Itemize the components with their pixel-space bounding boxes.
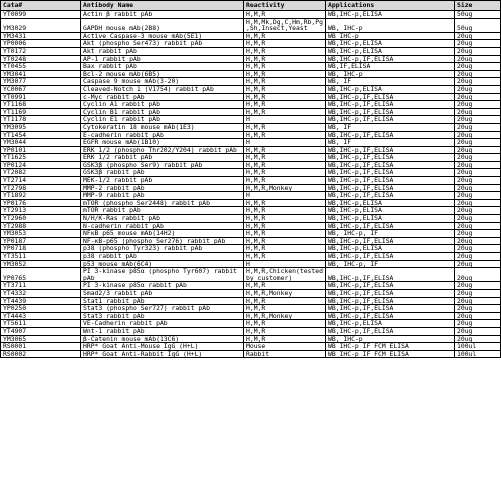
cell-reactivity: H,M,R bbox=[244, 93, 326, 101]
header-row bbox=[1, 1, 501, 11]
cell-cata: YT1454 bbox=[1, 131, 81, 139]
cell-applications: WB IHC-p IF FCM ELISA bbox=[326, 343, 455, 351]
cell-size: 20ug bbox=[455, 123, 501, 131]
cell-cata: YM3029 bbox=[1, 18, 81, 32]
cell-antibody-name: AP-1 rabbit pAb bbox=[81, 55, 244, 63]
cell-applications: WB,IHC-p,IF,ELISA bbox=[326, 312, 455, 320]
cell-applications: WB,IHC-p,ELISA bbox=[326, 207, 455, 215]
table-row bbox=[1, 108, 501, 116]
table-row bbox=[1, 327, 501, 335]
cell-antibody-name: Cyclin A1 rabbit pAb bbox=[81, 101, 244, 109]
cell-cata: YM3065 bbox=[1, 335, 81, 343]
cell-reactivity: H,M,R bbox=[244, 230, 326, 238]
cell-cata: YT5611 bbox=[1, 320, 81, 328]
cell-cata: YT0172 bbox=[1, 47, 81, 55]
cell-size: 20ug bbox=[455, 55, 501, 63]
table-body bbox=[1, 11, 501, 358]
cell-antibody-name: Wnt-1 rabbit pAb bbox=[81, 327, 244, 335]
cell-size: 20ug bbox=[455, 177, 501, 185]
cell-applications: WB,IHC-p,IF,ELISA bbox=[326, 177, 455, 185]
cell-cata: YT0099 bbox=[1, 11, 81, 19]
cell-antibody-name: Akt rabbit pAb bbox=[81, 47, 244, 55]
cell-size: 20ug bbox=[455, 268, 501, 282]
cell-reactivity: H bbox=[244, 139, 326, 147]
cell-reactivity: H,M,R bbox=[244, 32, 326, 40]
cell-reactivity: H,M,R bbox=[244, 146, 326, 154]
cell-reactivity: H,M,R bbox=[244, 63, 326, 71]
table-row bbox=[1, 289, 501, 297]
cell-applications: WB, IF bbox=[326, 123, 455, 131]
cell-applications: WB,IHC-p,IF,ELISA bbox=[326, 169, 455, 177]
cell-antibody-name: MMP-2 rabbit pAb bbox=[81, 184, 244, 192]
cell-applications: WB,IHC-p,ELISA bbox=[326, 47, 455, 55]
cell-reactivity: H,M,R bbox=[244, 222, 326, 230]
cell-size: 20ug bbox=[455, 327, 501, 335]
cell-antibody-name: Bax rabbit pAb bbox=[81, 63, 244, 71]
cell-reactivity: H,M,R bbox=[244, 305, 326, 313]
cell-reactivity: H,M,R bbox=[244, 101, 326, 109]
cell-applications: WB, IHC-p bbox=[326, 18, 455, 32]
cell-size: 20ug bbox=[455, 230, 501, 238]
cell-antibody-name: PI 3-kinase p85α rabbit pAb bbox=[81, 282, 244, 290]
cell-reactivity: H,M,R bbox=[244, 177, 326, 185]
cell-applications: WB,IHC-p,ELISA bbox=[326, 215, 455, 223]
cell-antibody-name: Cleaved-Notch 1 (V1754) rabbit pAb bbox=[81, 85, 244, 93]
cell-reactivity: Mouse bbox=[244, 343, 326, 351]
cell-size: 20ug bbox=[455, 85, 501, 93]
cell-antibody-name: Stat3 (phospho Ser727) rabbit pAb bbox=[81, 305, 244, 313]
cell-applications: WB,IHC-p,IF,ELISA bbox=[326, 237, 455, 245]
cell-reactivity: H,M,R bbox=[244, 131, 326, 139]
cell-applications: WB,IHC-p,IF,ELISA bbox=[326, 192, 455, 200]
cell-applications: WB,IHC-p,IF,ELISA bbox=[326, 297, 455, 305]
header-size: Size bbox=[455, 1, 501, 11]
cell-size: 20ug bbox=[455, 116, 501, 124]
cell-applications: WB,IHC-p,ELISA bbox=[326, 85, 455, 93]
cell-reactivity: H,M,R bbox=[244, 199, 326, 207]
cell-antibody-name: GSK3β (phospho Ser9) rabbit pAb bbox=[81, 161, 244, 169]
cell-cata: YT0248 bbox=[1, 55, 81, 63]
cell-applications: WB,IF,ELISA bbox=[326, 63, 455, 71]
cell-size: 20ug bbox=[455, 312, 501, 320]
cell-antibody-name: p53 mouse mAb(6C4) bbox=[81, 260, 244, 268]
cell-cata: YM3077 bbox=[1, 78, 81, 86]
cell-size: 20ug bbox=[455, 47, 501, 55]
cell-cata: YT2988 bbox=[1, 222, 81, 230]
cell-cata: YP0124 bbox=[1, 161, 81, 169]
cell-reactivity: H,M,R,Monkey bbox=[244, 289, 326, 297]
cell-reactivity: H,M,R bbox=[244, 215, 326, 223]
cell-size: 100ul bbox=[455, 343, 501, 351]
cell-reactivity: H,M,R bbox=[244, 154, 326, 162]
table-row bbox=[1, 215, 501, 223]
cell-antibody-name: MMP-9 rabbit pAb bbox=[81, 192, 244, 200]
cell-size: 20ug bbox=[455, 108, 501, 116]
cell-antibody-name: N-cadherin rabbit pAb bbox=[81, 222, 244, 230]
cell-antibody-name: ERK 1/2 (phospho Thr202/Y204) rabbit pAb bbox=[81, 146, 244, 154]
cell-cata: YT0455 bbox=[1, 63, 81, 71]
cell-antibody-name: NFκB p65 mouse mAb(14H2) bbox=[81, 230, 244, 238]
table-row bbox=[1, 123, 501, 131]
cell-cata: YT4443 bbox=[1, 312, 81, 320]
cell-cata: YT1892 bbox=[1, 192, 81, 200]
cell-antibody-name: Caspase 9 mouse mAb(3-20) bbox=[81, 78, 244, 86]
cell-reactivity: H,M,R,Monkey bbox=[244, 184, 326, 192]
cell-cata: YT2960 bbox=[1, 215, 81, 223]
cell-applications: WB,IHC-p,IF,ELISA bbox=[326, 289, 455, 297]
cell-reactivity: H,M,R bbox=[244, 282, 326, 290]
cell-antibody-name: VE-Cadherin rabbit pAb bbox=[81, 320, 244, 328]
cell-cata: RS0002 bbox=[1, 350, 81, 358]
table-row bbox=[1, 253, 501, 261]
cell-size: 20ug bbox=[455, 131, 501, 139]
cell-cata: YT4907 bbox=[1, 327, 81, 335]
table-row bbox=[1, 85, 501, 93]
cell-reactivity: H,M,R bbox=[244, 327, 326, 335]
cell-applications: WB,IHC-p,ELISA bbox=[326, 40, 455, 48]
cell-cata: YT0991 bbox=[1, 93, 81, 101]
cell-antibody-name: MEK-1/2 rabbit pAb bbox=[81, 177, 244, 185]
cell-size: 50ug bbox=[455, 18, 501, 32]
cell-size: 20ug bbox=[455, 260, 501, 268]
cell-reactivity: H,M,R,Chicken(tested by customer) bbox=[244, 268, 326, 282]
cell-size: 20ug bbox=[455, 146, 501, 154]
cell-cata: YT2913 bbox=[1, 207, 81, 215]
cell-size: 20ug bbox=[455, 101, 501, 109]
cell-size: 20ug bbox=[455, 154, 501, 162]
cell-antibody-name: HRP* Goat Anti-Mouse IgG (H+L) bbox=[81, 343, 244, 351]
header-reactivity: Reactivity bbox=[244, 1, 326, 11]
cell-applications: WB, IF bbox=[326, 139, 455, 147]
cell-antibody-name: E-cadherin rabbit pAb bbox=[81, 131, 244, 139]
cell-antibody-name: Cyclin E1 rabbit pAb bbox=[81, 116, 244, 124]
cell-antibody-name: mTOR rabbit pAb bbox=[81, 207, 244, 215]
cell-size: 20ug bbox=[455, 207, 501, 215]
cell-size: 20ug bbox=[455, 253, 501, 261]
cell-reactivity: H,M,R bbox=[244, 161, 326, 169]
cell-reactivity: H,M,R bbox=[244, 11, 326, 19]
cell-cata: YP0006 bbox=[1, 40, 81, 48]
cell-cata: YM3041 bbox=[1, 70, 81, 78]
cell-reactivity: H,M,R,Monkey bbox=[244, 312, 326, 320]
cell-antibody-name: PI 3-kinase p85α (phospho Tyr607) rabbit pAb bbox=[81, 268, 244, 282]
cell-applications: WB,IHC-p,IF,ELISA bbox=[326, 154, 455, 162]
table-row bbox=[1, 350, 501, 358]
cell-antibody-name: Bcl-2 mouse mAb(6B5) bbox=[81, 70, 244, 78]
cell-size: 20ug bbox=[455, 297, 501, 305]
cell-cata: YM3431 bbox=[1, 32, 81, 40]
header-cata: Cata# bbox=[1, 1, 81, 11]
cell-applications: WB,IHC-p,IF,ELISA bbox=[326, 131, 455, 139]
cell-applications: WB,IHC-p,ELISA bbox=[326, 199, 455, 207]
cell-size: 100ul bbox=[455, 350, 501, 358]
cell-cata: YM3053 bbox=[1, 230, 81, 238]
cell-cata: YM3095 bbox=[1, 123, 81, 131]
header-antibody-name: Antibody Name bbox=[81, 1, 244, 11]
cell-reactivity: H,M,R bbox=[244, 237, 326, 245]
cell-antibody-name: ERK 1/2 rabbit pAb bbox=[81, 154, 244, 162]
cell-cata: RS0001 bbox=[1, 343, 81, 351]
cell-reactivity: H,M,R bbox=[244, 297, 326, 305]
cell-size: 20ug bbox=[455, 335, 501, 343]
cell-cata: YT1178 bbox=[1, 116, 81, 124]
cell-size: 20ug bbox=[455, 139, 501, 147]
table-row bbox=[1, 268, 501, 282]
cell-antibody-name: Akt (phospho Ser473) rabbit pAb bbox=[81, 40, 244, 48]
cell-applications: WB,IHC-p,IF,ELISA bbox=[326, 222, 455, 230]
cell-cata: YT1625 bbox=[1, 154, 81, 162]
cell-antibody-name: NF-κB-p65 (phospho Ser276) rabbit pAb bbox=[81, 237, 244, 245]
cell-cata: YT3511 bbox=[1, 253, 81, 261]
cell-applications: WB, IHC-p bbox=[326, 70, 455, 78]
cell-size: 20ug bbox=[455, 40, 501, 48]
cell-size: 20ug bbox=[455, 237, 501, 245]
cell-antibody-name: Actin β rabbit pAb bbox=[81, 11, 244, 19]
cell-reactivity: H,M,R bbox=[244, 70, 326, 78]
cell-applications: WB,IHC-p,IF,ELISA bbox=[326, 116, 455, 124]
cell-size: 20ug bbox=[455, 215, 501, 223]
cell-size: 20ug bbox=[455, 169, 501, 177]
cell-size: 20ug bbox=[455, 93, 501, 101]
cell-reactivity: H,M,R bbox=[244, 253, 326, 261]
cell-cata: YT1168 bbox=[1, 101, 81, 109]
cell-size: 20ug bbox=[455, 245, 501, 253]
cell-antibody-name: N/H/K-Ras rabbit pAb bbox=[81, 215, 244, 223]
cell-reactivity: Rabbit bbox=[244, 350, 326, 358]
cell-reactivity: H,M,R bbox=[244, 335, 326, 343]
cell-antibody-name: mTOR (phospho Ser2448) rabbit pAb bbox=[81, 199, 244, 207]
cell-reactivity: H,M,R bbox=[244, 245, 326, 253]
cell-antibody-name: p38 rabbit pAb bbox=[81, 253, 244, 261]
cell-cata: YM3052 bbox=[1, 260, 81, 268]
cell-reactivity: H bbox=[244, 260, 326, 268]
cell-size: 20ug bbox=[455, 282, 501, 290]
cell-applications: WB IHC-p IF FCM ELISA bbox=[326, 350, 455, 358]
cell-reactivity: H,M,R bbox=[244, 207, 326, 215]
table-row bbox=[1, 11, 501, 19]
cell-antibody-name: p38 (phospho Tyr323) rabbit pAb bbox=[81, 245, 244, 253]
cell-reactivity: H,M,Mk,Dg,C,Hm,Rb,Pg,Sh,Insect,Yeast bbox=[244, 18, 326, 32]
cell-reactivity: H,M,R bbox=[244, 55, 326, 63]
cell-size: 20ug bbox=[455, 199, 501, 207]
cell-antibody-name: EGFR mouse mAb(1B10) bbox=[81, 139, 244, 147]
cell-applications: WB,IHC-p,IF,ELISA bbox=[326, 146, 455, 154]
cell-antibody-name: Smad2/3 rabbit pAb bbox=[81, 289, 244, 297]
table-row bbox=[1, 184, 501, 192]
cell-size: 20ug bbox=[455, 32, 501, 40]
cell-reactivity: H,M,R bbox=[244, 40, 326, 48]
cell-reactivity: H,M,R bbox=[244, 47, 326, 55]
cell-cata: YP0176 bbox=[1, 199, 81, 207]
cell-applications: WB,IHC-p,IF,ELISA bbox=[326, 184, 455, 192]
cell-size: 20ug bbox=[455, 192, 501, 200]
cell-cata: YT1169 bbox=[1, 108, 81, 116]
cell-cata: YT2082 bbox=[1, 169, 81, 177]
cell-reactivity: H bbox=[244, 116, 326, 124]
cell-size: 20ug bbox=[455, 289, 501, 297]
cell-reactivity: H,M,R bbox=[244, 320, 326, 328]
cell-applications: WB,IHC-p,ELISA bbox=[326, 320, 455, 328]
cell-size: 50ug bbox=[455, 11, 501, 19]
cell-antibody-name: c-Myc rabbit pAb bbox=[81, 93, 244, 101]
cell-antibody-name: GAPDH mouse mAb(2B8) bbox=[81, 18, 244, 32]
cell-cata: YT2798 bbox=[1, 184, 81, 192]
cell-size: 20ug bbox=[455, 78, 501, 86]
cell-cata: YP0101 bbox=[1, 146, 81, 154]
cell-applications: WB, IHC-p, IF bbox=[326, 230, 455, 238]
cell-applications: WB,IHC-p,IF,ELISA bbox=[326, 161, 455, 169]
cell-applications: WB IHC-p bbox=[326, 32, 455, 40]
cell-reactivity: H,M,R bbox=[244, 108, 326, 116]
cell-applications: WB, IHC-p bbox=[326, 335, 455, 343]
cell-cata: YP0718 bbox=[1, 245, 81, 253]
cell-applications: WB,IHC-p,IF,ELISA bbox=[326, 101, 455, 109]
cell-applications: WB,IHC-p,IF,ELISA bbox=[326, 282, 455, 290]
cell-applications: WB,IHC-p,IF,ELISA bbox=[326, 305, 455, 313]
cell-cata: YC0067 bbox=[1, 85, 81, 93]
table-row bbox=[1, 18, 501, 32]
cell-cata: YM3044 bbox=[1, 139, 81, 147]
cell-cata: YT4332 bbox=[1, 289, 81, 297]
cell-applications: WB,IHC-p,IF,ELISA bbox=[326, 108, 455, 116]
cell-applications: WB,IHC-p,IF,ELISA bbox=[326, 253, 455, 261]
cell-antibody-name: Stat1 rabbit pAb bbox=[81, 297, 244, 305]
header-applications: Applications bbox=[326, 1, 455, 11]
cell-antibody-name: HRP* Goat Anti-Rabbit IgG (H+L) bbox=[81, 350, 244, 358]
cell-antibody-name: Cytokeratin 18 mouse mAb(1E3) bbox=[81, 123, 244, 131]
cell-cata: YT4439 bbox=[1, 297, 81, 305]
cell-reactivity: H bbox=[244, 192, 326, 200]
table-row bbox=[1, 131, 501, 139]
cell-size: 20ug bbox=[455, 70, 501, 78]
cell-cata: YP0187 bbox=[1, 237, 81, 245]
cell-reactivity: H,M,R bbox=[244, 169, 326, 177]
cell-cata: YP0250 bbox=[1, 305, 81, 313]
cell-antibody-name: GSK3β rabbit pAb bbox=[81, 169, 244, 177]
cell-cata: YP0765 bbox=[1, 268, 81, 282]
cell-applications: WB, IHC-p, IF bbox=[326, 260, 455, 268]
cell-reactivity: H,M,R bbox=[244, 78, 326, 86]
cell-size: 20ug bbox=[455, 63, 501, 71]
cell-applications: WB,IHC-p,IF,ELISA bbox=[326, 55, 455, 63]
cell-size: 20ug bbox=[455, 222, 501, 230]
cell-reactivity: H,M,R bbox=[244, 85, 326, 93]
cell-antibody-name: Active Caspase-3 mouse mAb(5E1) bbox=[81, 32, 244, 40]
cell-size: 20ug bbox=[455, 320, 501, 328]
cell-applications: WB,IHC-p,IF,ELISA bbox=[326, 268, 455, 282]
cell-size: 20ug bbox=[455, 161, 501, 169]
cell-size: 20ug bbox=[455, 305, 501, 313]
table-row bbox=[1, 47, 501, 55]
cell-applications: WB,IHC-p,IF,ELISA bbox=[326, 93, 455, 101]
cell-applications: WB,IHC-p,ELISA bbox=[326, 245, 455, 253]
cell-applications: WB,IHC-p,IF,ELISA bbox=[326, 327, 455, 335]
cell-antibody-name: Cyclin B1 rabbit pAb bbox=[81, 108, 244, 116]
cell-antibody-name: Stat3 rabbit pAb bbox=[81, 312, 244, 320]
cell-applications: WB, IF bbox=[326, 78, 455, 86]
cell-applications: WB,IHC-p,ELISA bbox=[326, 11, 455, 19]
cell-cata: YT3711 bbox=[1, 282, 81, 290]
cell-size: 20ug bbox=[455, 184, 501, 192]
cell-antibody-name: β-Catenin mouse mAb(13C6) bbox=[81, 335, 244, 343]
cell-cata: YT2714 bbox=[1, 177, 81, 185]
cell-reactivity: H,M,R bbox=[244, 123, 326, 131]
